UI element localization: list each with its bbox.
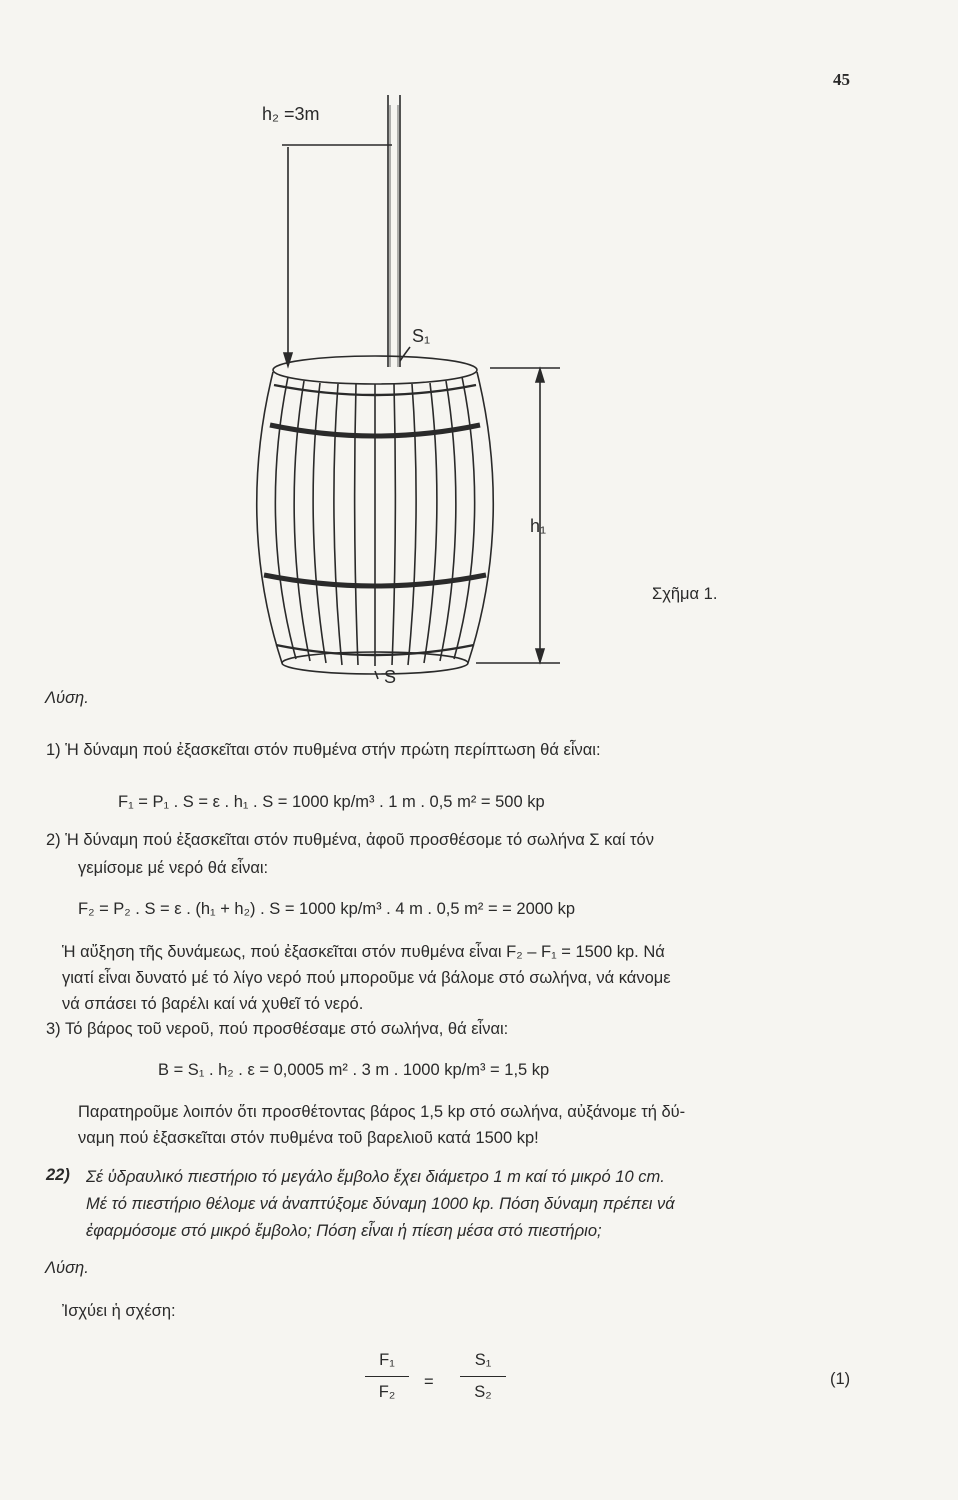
- paragraph-3-line-2: γιατί εἶναι δυνατό μέ τό λίγο νερό πού μποροῦμε νά βάλομε στό σωλήνα, νά κάνομε: [62, 969, 671, 987]
- figure-caption: Σχῆμα 1.: [652, 585, 718, 603]
- relation-intro: Ἰσχύει ἡ σχέση:: [62, 1302, 176, 1320]
- equation-2: F₂ = P₂ . S = ε . (h₁ + h₂) . S = 1000 kp/m³ . 4 m . 0,5 m² = = 2000 kp: [78, 900, 576, 918]
- problem-line-3: ἐφαρμόσομε στό μικρό ἔμβολο; Πόση εἶναι ἡ πίεση μέσα στό πιεστήριο;: [86, 1222, 602, 1240]
- paragraph-2-line-2: γεμίσομε μέ νερό θά εἶναι:: [78, 859, 269, 877]
- solution-heading: Λύση.: [45, 689, 89, 707]
- paragraph-2-line-1: 2) Ἡ δύναμη πού ἐξασκεῖται στόν πυθμένα, ἀφοῦ προσθέσομε τό σωλήνα Σ καί τόν: [46, 831, 654, 849]
- problem-line-2: Μέ τό πιεστήριο θέλομε νά ἀναπτύξομε δύναμη 1000 kp. Πόση δύναμη πρέπει νά: [86, 1195, 675, 1213]
- paragraph-1: 1) Ἡ δύναμη πού ἐξασκεῖται στόν πυθμένα στήν πρώτη περίπτωση θά εἶναι:: [46, 741, 601, 759]
- barrel-left-side: [257, 372, 282, 663]
- paragraph-5-line-1: Παρατηροῦμε λοιπόν ὅτι προσθέτοντας βάρος 1,5 kp στό σωλήνα, αὐξάνομε τή δύ-: [78, 1103, 686, 1121]
- fraction-areas: [460, 1351, 506, 1402]
- paragraph-3-line-3: νά σπάσει τό βαρέλι καί νά χυθεῖ τό νερό.: [62, 995, 364, 1013]
- label-h2: h₂ =3m: [262, 104, 320, 124]
- paragraph-3-line-1: Ἡ αὔξηση τῆς δυνάμεως, πού ἐξασκεῖται στόν πυθμένα εἶναι F₂ – F₁ = 1500 kp. Νά: [62, 943, 665, 961]
- problem-line-1: Σέ ὑδραυλικό πιεστήριο τό μεγάλο ἔμβολο ἔχει διάμετρο 1 m καί τό μικρό 10 cm.: [86, 1168, 665, 1186]
- equation-number: (1): [830, 1370, 851, 1388]
- fraction-forces: [365, 1351, 409, 1402]
- barrel-right-side: [468, 372, 493, 663]
- problem-number: 22): [46, 1166, 70, 1184]
- fraction-areas-denominator: S₂: [474, 1383, 492, 1401]
- equals-sign: =: [424, 1373, 434, 1391]
- equation-3: B = S₁ . h₂ . ε = 0,0005 m² . 3 m . 1000 kp/m³ = 1,5 kp: [158, 1061, 550, 1079]
- label-s: S: [384, 667, 397, 687]
- label-s1: S₁: [412, 326, 431, 346]
- fraction-areas-numerator: S₁: [474, 1351, 492, 1369]
- barrel-lid: [273, 356, 477, 384]
- paragraph-5-line-2: ναμη πού ἐξασκεῖται στόν πυθμένα τοῦ βαρελιοῦ κατά 1500 kp!: [78, 1129, 539, 1147]
- equation-1: F₁ = P₁ . S = ε . h₁ . S = 1000 kp/m³ . 1 m . 0,5 m² = 500 kp: [118, 793, 545, 811]
- barrel-figure: [200, 85, 620, 685]
- solution-2-heading: Λύση.: [45, 1259, 89, 1277]
- fraction-forces-denominator: F₂: [378, 1383, 396, 1401]
- fraction-forces-numerator: F₁: [379, 1351, 395, 1369]
- page-number: 45: [833, 70, 850, 89]
- paragraph-4: 3) Τό βάρος τοῦ νεροῦ, πού προσθέσαμε στό σωλήνα, θά εἶναι:: [46, 1020, 509, 1038]
- label-h1: h₁: [530, 516, 547, 536]
